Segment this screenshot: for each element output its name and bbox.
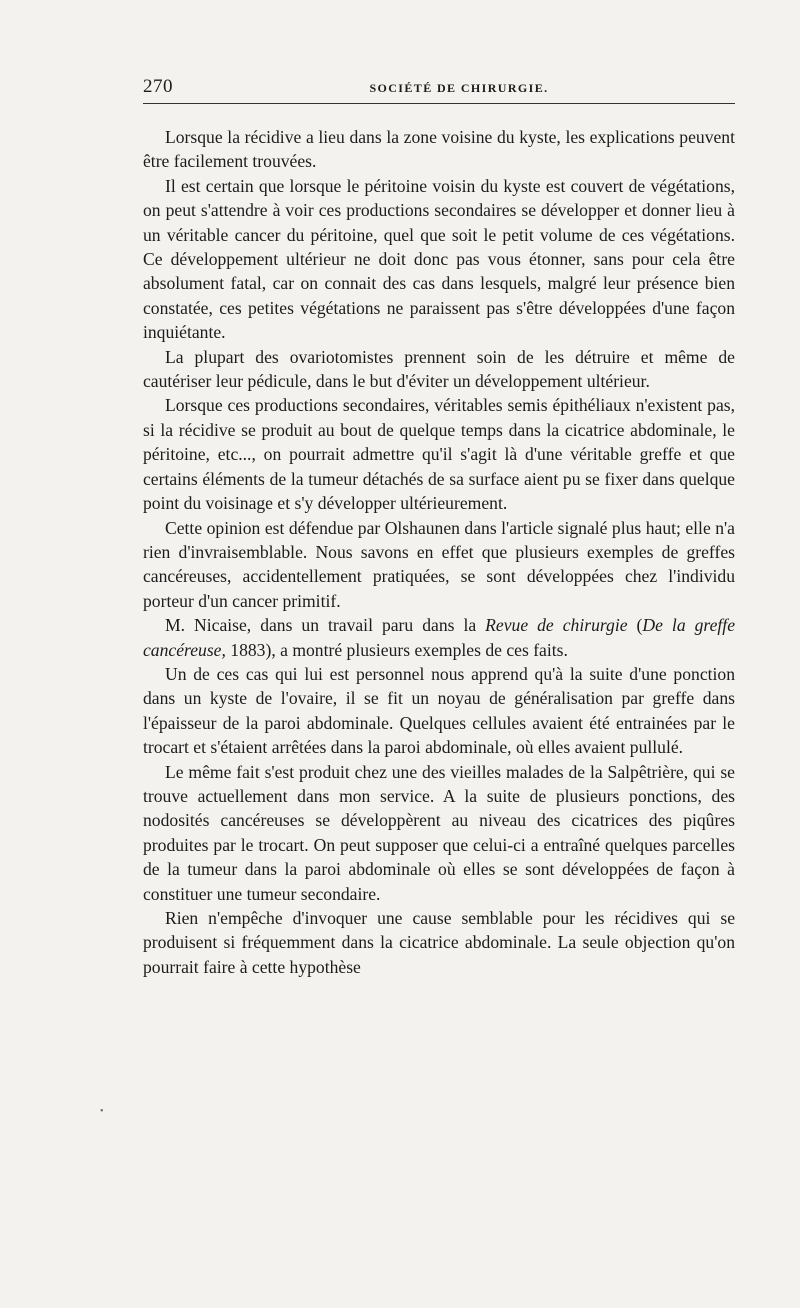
text-span: ( [627,615,643,636]
paragraph: Le même fait s'est produit chez une des vieilles malades de la Salpêtrière, qui se trouve actuellement dans mon service. A la suite de plusieurs ponctions, des nodosités cancéreuses se développèrent au niveau des cicatrices des piqûres produites par le trocart. On peut supposer que celui-ci a entraîné quelques parcelles de la tumeur dans la paroi abdominale où elles se sont développées de façon à constituer une tumeur secondaire. [143,761,735,904]
paragraph: Il est certain que lorsque le péritoine voisin du kyste est couvert de végétations, on peut s'attendre à voir ces productions secondaires se développer et donner lieu à un véritable cancer du péritoine, quel que soit le petit volume de ces végétations. Ce développement ultérieur ne doit donc pas vous étonner, sans pour cela être absolument fatal, car on connait des cas dans lesquels, malgré leur présence bien constatée, ces petites végétations ne paraissent pas s'être développées d'une façon inquiétante. [143,175,735,343]
page-number: 270 [143,76,173,97]
paragraph: Lorsque ces productions secondaires, véritables semis épithéliaux n'existent pas, si la récidive se produit au bout de quelque temps dans la cicatrice abdominale, le péritoine, etc..., on pourrait admettre qu'il s'agit là d'une véritable greffe et que certains éléments de la tumeur détachés de sa surface aient pu se fixer dans quelque point du voisinage et s'y développer ultérieurement. [143,395,735,514]
header-rule [143,103,735,104]
paragraph: La plupart des ovariotomistes prennent soin de les détruire et même de cautériser leur pédicule, dans le but d'éviter un développement ultérieur. [143,346,735,392]
text-span: 1883), a montré plusieurs exemples de ces faits. [225,639,568,660]
article-title: De la greffe cancéreuse, [143,615,735,660]
paragraph: Un de ces cas qui lui est personnel nous apprend qu'à la suite d'une ponction dans un kyste de l'ovaire, il se fit un noyau de généralisation par greffe dans l'épaisseur de la paroi abdominale. Quelques cellules avaient été entrainées par le trocart et s'étaient arrêtées dans la paroi abdominale, où elles avaient pullulé. [143,663,735,758]
margin-mark: • [100,1106,104,1117]
body-text [143,125,735,979]
journal-title: Revue de chirurgie [485,615,628,636]
paragraph-nicaise [143,613,735,662]
running-title: SOCIÉTÉ DE CHIRURGIE. [369,81,549,95]
text-span: M. Nicaise, dans un travail paru dans la [165,615,486,636]
paragraph: Rien n'empêche d'invoquer une cause semblable pour les récidives qui se produisent si fréquemment dans la cicatrice abdominale. La seule objection qu'on pourrait faire à cette hypothèse [143,908,735,977]
page-header [143,76,735,102]
paragraph: Cette opinion est défendue par Olshaunen dans l'article signalé plus haut; elle n'a rien d'invraisemblable. Nous savons en effet que plusieurs exemples de greffes cancéreuses, accidentellement pratiquées, se sont développées chez l'individu porteur d'un cancer primitif. [143,517,735,611]
paragraph: Lorsque la récidive a lieu dans la zone voisine du kyste, les explications peuvent être facilement trouvées. [143,127,735,172]
